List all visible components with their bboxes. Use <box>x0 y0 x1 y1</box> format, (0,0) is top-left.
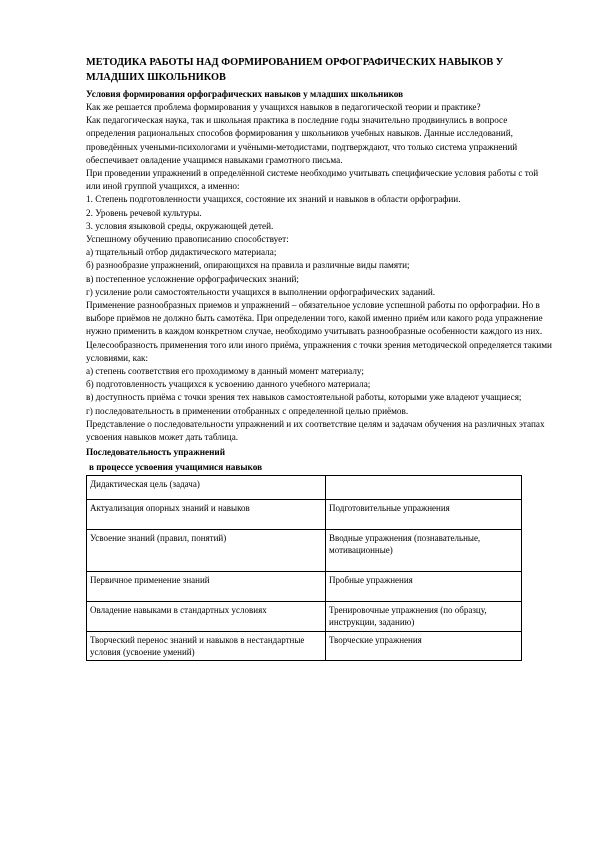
list-item: а) степень соответствия его проходимому в данный момент материалу; <box>86 366 364 377</box>
paragraph: Как же решается проблема формирования у учащихся навыков в педагогической теории и практике? <box>86 102 481 112</box>
table-header-row <box>87 476 522 500</box>
table-header-cell <box>326 476 522 500</box>
table-row <box>87 632 522 661</box>
table-cell: Овладение навыками в стандартных условиях <box>87 602 326 632</box>
table-cell: Актуализация опорных знаний и навыков <box>87 500 326 530</box>
document-title: МЕТОДИКА РАБОТЫ НАД ФОРМИРОВАНИЕМ ОРФОГРАФИЧЕСКИХ НАВЫКОВ У МЛАДШИХ ШКОЛЬНИКОВ <box>86 57 504 83</box>
list-item: г) усиление роли самостоятельности учащихся в выполнении орфографических заданий. <box>86 286 436 297</box>
body-text <box>86 101 552 444</box>
paragraph: Представление о последовательности упражнений и их соответствие целям и задачам обучения на различных этапах усвоения навыков может дать таблица. <box>86 418 545 443</box>
table-header-cell: Дидактическая цель (задача) <box>87 476 326 500</box>
list-item: в) постепенное усложнение орфографических знаний; <box>86 273 299 284</box>
list-item: б) разнообразие упражнений, опирающихся на правила и различные виды памяти; <box>86 260 410 271</box>
list-item: в) доступность приёма с точки зрения тех навыков самостоятельной работы, которыми уже владеют учащиеся; <box>86 392 522 403</box>
table-cell: Тренировочные упражнения (по образцу, инструкции, заданию) <box>326 602 522 632</box>
table-cell: Творческие упражнения <box>326 632 522 661</box>
table-cell: Творческий перенос знаний и навыков в нестандартные условия (усвоение умений) <box>87 632 326 661</box>
table-cell: Первичное применение знаний <box>87 572 326 602</box>
list-item: а) тщательный отбор дидактического материала; <box>86 247 277 258</box>
paragraph: Применение разнообразных приемов и упражнений – обязательное условие успешной работы по орфографии. Но в выборе приёмов не должно быть самотёка. При определении того, какой именно приём или какого рода упражнение нужно применить в каждом конкретном случае, необходимо учитывать разнообразные особенности каждого из них. <box>86 300 543 337</box>
table-cell: Усвоение знаний (правил, понятий) <box>87 530 326 572</box>
table-row <box>87 602 522 632</box>
section-subtitle: Условия формирования орфографических навыков у младших школьников <box>86 89 404 99</box>
paragraph: При проведении упражнений в определённой системе необходимо учитывать специфические условия работы с той или иной группой учащихся, а именно: <box>86 168 539 192</box>
table-caption: Последовательность упражнений <box>86 447 226 458</box>
table-row <box>87 500 522 530</box>
list-item: 2. Уровень речевой культуры. <box>86 207 202 218</box>
paragraph: Успешному обучению правописанию способствует: <box>86 234 289 245</box>
table-cell: Вводные упражнения (познавательные, мотивационные) <box>326 530 522 572</box>
table-row <box>87 572 522 602</box>
list-item: г) последовательность в применении отобранных с определенной целью приёмов. <box>86 405 409 416</box>
list-item: б) подготовленность учащихся к усвоению данного учебного материала; <box>86 379 371 390</box>
paragraph: Целесообразность применения того или иного приёма, упражнения с точки зрения методической определяется такими условиями, как: <box>86 339 552 363</box>
paragraph: Как педагогическая наука, так и школьная практика в последние годы значительно продвинулись в вопросе определения рациональных способов формирования у школьников учебных навыков. Данные исследований, проведённых учеными-психологами и учёными-методистами, подтверждают, что только система упражнений обеспечивает овладение учащимся навыками грамотного письма. <box>86 115 518 165</box>
list-item: 3. условия языковой среды, окружающей детей. <box>86 220 274 231</box>
table-cell: Подготовительные упражнения <box>326 500 522 530</box>
list-item: 1. Степень подготовленности учащихся, состояние их знаний и навыков в области орфографии. <box>86 194 461 205</box>
table-subcaption: в процессе усвоения учащимися навыков <box>89 462 263 473</box>
table-cell: Пробные упражнения <box>326 572 522 602</box>
document-page <box>86 55 552 661</box>
exercise-sequence-table <box>86 475 522 661</box>
table-row <box>87 530 522 572</box>
